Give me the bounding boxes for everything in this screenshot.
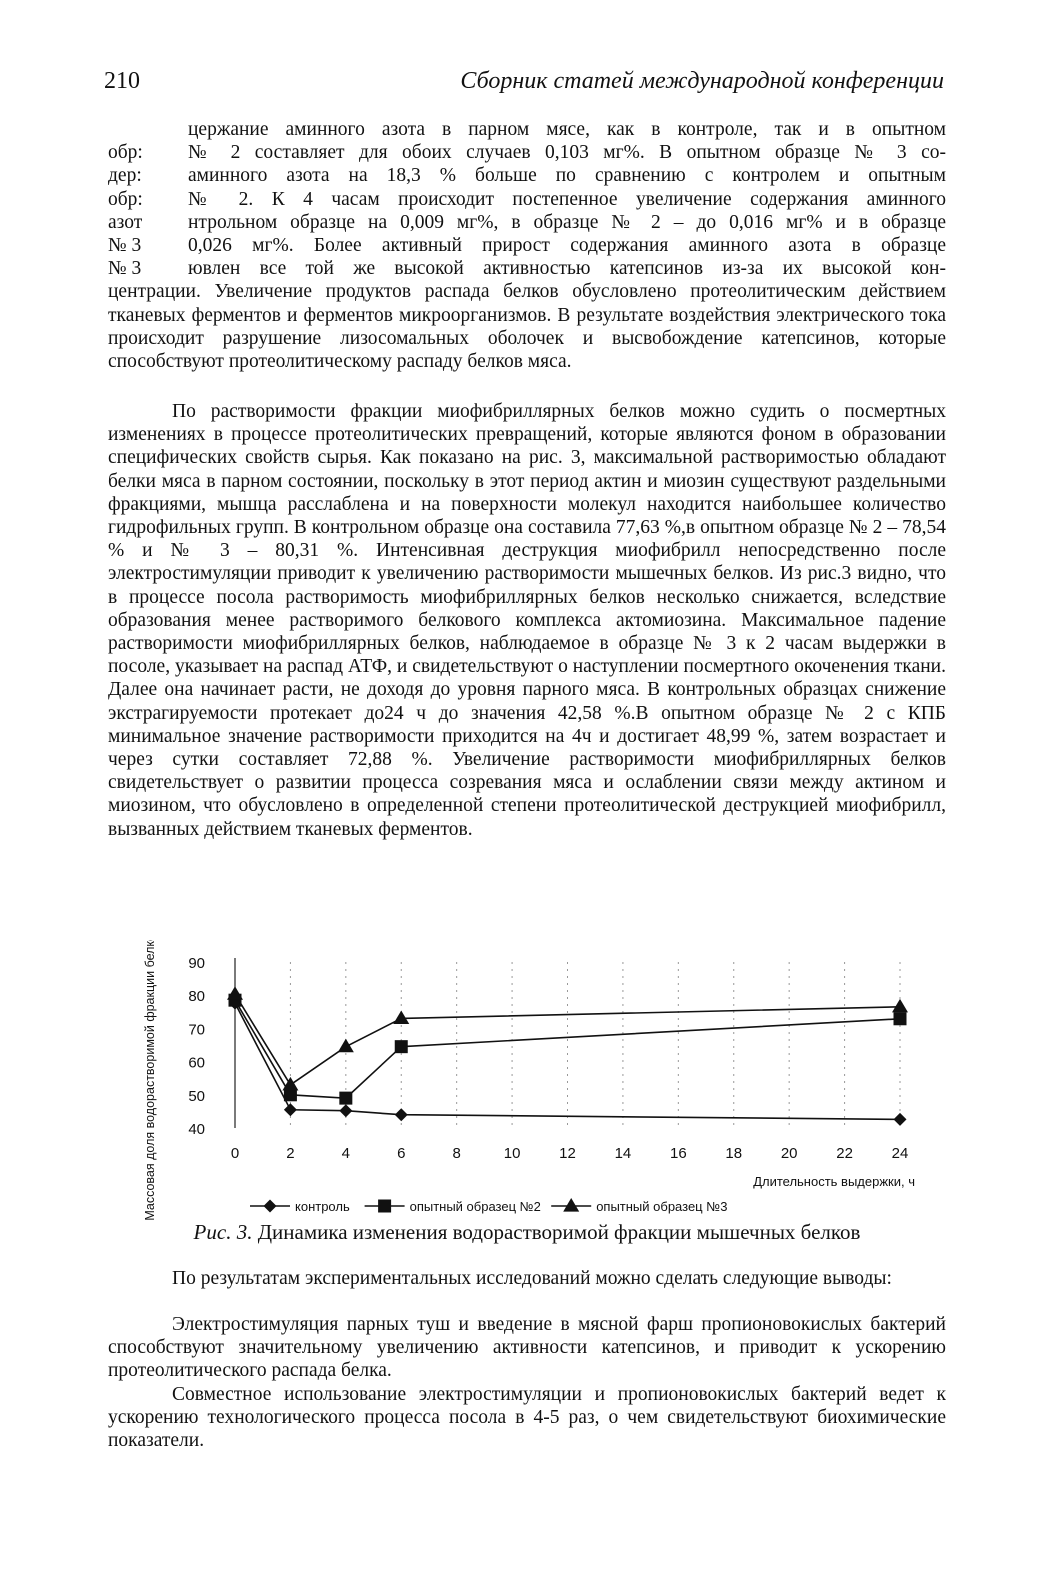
paragraph-3-text: По результатам экспериментальных исследований можно сделать следующие выводы: [172,1268,892,1289]
y-axis-label: Массовая доля водорастворимой фракции белков, % [143,940,157,1220]
x-tick-label: 16 [669,1145,687,1162]
legend-label: опытный образец №2 [409,1199,541,1214]
data-point-square [395,1040,408,1053]
data-point-triangle [892,999,908,1013]
x-tick-label: 22 [836,1145,853,1162]
legend-label: контроль [295,1199,350,1214]
figure-caption-text: Динамика изменения водорастворимой фракции мышечных белков [257,1220,861,1244]
data-point-diamond [894,1113,907,1126]
paragraph-3 [108,1267,946,1290]
paragraph-4 [108,1313,946,1383]
data-point-square [894,1012,907,1025]
figure-caption-label: Рис. 3. [193,1220,253,1244]
data-point-triangle [282,1077,298,1091]
x-tick-label: 0 [230,1145,240,1162]
paragraph-2 [108,400,946,841]
x-tick-label: 4 [341,1145,351,1162]
text-line: обр: № 2. К 4 часам происходит постепенное увеличение содержания аминного [108,188,946,210]
x-tick-label: 24 [891,1145,909,1162]
paragraph-1-clipped-lines [108,118,946,280]
y-tick-label: 80 [188,988,205,1006]
y-tick-label: 90 [188,955,205,972]
paragraph-5-text: Совместное использование электростимуляции и пропионовокислых бактерий ведет к ускорению технологического процесса посола в 4-5 раз, о чем свидетельствуют биохимические показатели. [108,1384,946,1452]
x-tick-label: 20 [780,1145,798,1162]
text-line: азот нтрольном образце на 0,009 мг%, в образце № 2 – до 0,016 мг% и в образце [108,211,946,233]
chart-svg [140,940,940,1220]
x-tick-label: 8 [452,1145,461,1162]
journal-title: Сборник статей международной конференции [460,68,944,94]
data-point-triangle [563,1198,579,1212]
data-point-diamond [264,1200,277,1213]
data-point-diamond [284,1103,297,1116]
data-point-diamond [395,1108,408,1121]
x-tick-label: 2 [286,1145,295,1162]
data-point-triangle [393,1010,409,1024]
text-line: обр: № 2 составляет для обоих случаев 0,103 мг%. В опытном образце № 3 со- [108,142,946,164]
y-tick-label: 50 [188,1087,205,1105]
text-line: № 3 ювлен все той же высокой активностью катепсинов из-за их высокой кон- [108,258,946,280]
page-number: 210 [104,68,140,94]
x-axis-label: Длительность выдержки, ч [753,1174,915,1189]
paragraph-1 [108,118,946,373]
legend-label: опытный образец №3 [596,1199,728,1214]
x-tick-label: 14 [614,1145,632,1162]
y-tick-label: 60 [188,1054,205,1072]
figure-caption [108,1220,946,1245]
data-point-triangle [338,1039,354,1053]
y-tick-label: 40 [188,1121,205,1138]
text-line: дер: аминного азота на 18,3 % больше по сравнению с контролем и опытным [108,165,946,187]
data-point-square [339,1092,352,1105]
figure-3-chart [140,940,940,1220]
paragraph-1-continuation: центрации. Увеличение продуктов распада белков обусловлено протеолитическим действием тканевых ферментов и ферментов микроорганизмов. В результате воздействия электрического тока происходит разрушение лизосомальных оболочек и высвобождение катепсинов, которые способствуют протеолитическому распаду белков мяса. [108,281,946,372]
paragraph-5 [108,1383,946,1453]
data-point-square [378,1200,391,1213]
data-point-diamond [339,1104,352,1117]
text-line: № 3 0,026 мг%. Более активный прирост содержания аминного азота в образце [108,234,946,256]
x-tick-label: 18 [725,1145,743,1162]
page-header [104,68,944,104]
x-tick-label: 10 [503,1145,521,1162]
text-line: цержание аминного азота в парном мясе, как в контроле, так и в опытном [188,119,946,140]
y-tick-label: 70 [188,1021,205,1039]
x-tick-label: 6 [397,1145,406,1162]
paragraph-4-text: Электростимуляция парных туш и введение в мясной фарш пропионовокислых бактерий способствуют значительному увеличению активности катепсинов, и приводит к ускорению протеолитического распада белка. [108,1314,946,1382]
paragraph-2-text: По растворимости фракции миофибриллярных белков можно судить о посмертных изменениях в процессе протеолитических превращений, которые являются фоном в образовании специфических свойств сырья. Как показано на рис. 3, максимальной растворимостью обладают белки мяса в парном состоянии, поскольку в этот период актин и миозин существуют раздельными фракциями, мышца расслаблена и на поверхности молекул находится наибольшее количество гидрофильных групп. В контрольном образце она составила 77,63 %,в опытном образце № 2 – 78,54 % и № 3 – 80,31 %. Интенсивная деструкция миофибрилл непосредственно после электростимуляции приводит к увеличению растворимости мышечных белков. Из рис.3 видно, что в процессе посола растворимость миофибриллярных белков несколько снижается, вследствие образования менее растворимого белкового комплекса актомиозина. Максимальное падение растворимости миофибриллярных белков, наблюдаемое в образце № 3 к 2 часам выдержки в посоле, указывает на распад АТФ, и свидетельствуют о наступлении посмертного окоченения ткани. Далее она начинает расти, не доходя до уровня парного мяса. В контрольных образцах снижение экстрагируемости протекает до24 ч до значения 42,58 %.В опытном образце № 2 с КПБ минимальное значение растворимости приходится на 4ч и достигает 48,99 %, затем возрастает и через сутки составляет 72,88 %. Увеличение растворимости миофибриллярных белков свидетельствует о развитии процесса созревания мяса и ослаблении связи между актином и миозином, что обусловлено в определенной степени протеолитической деструкцией миофибрилл, вызванных действием тканевых ферментов. [108,401,946,840]
data-point-triangle [227,986,243,1000]
x-tick-label: 12 [559,1145,576,1162]
